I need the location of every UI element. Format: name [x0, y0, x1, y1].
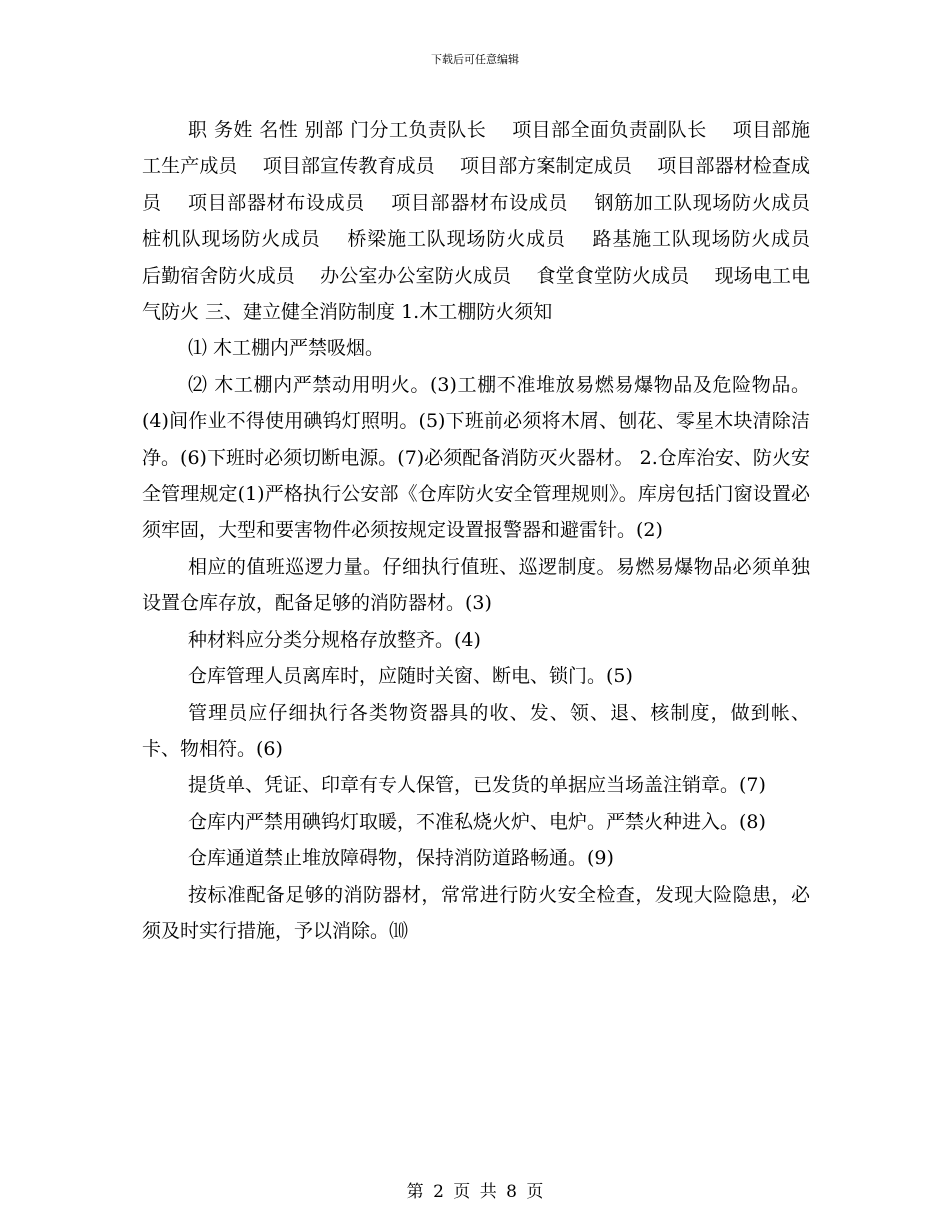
download-note-header: 下载后可任意编辑: [431, 53, 519, 66]
paragraph-rule-2: ⑵ 木工棚内严禁动用明火。(3)工棚不准堆放易燃易爆物品及危险物品。(4)间作业不得使用碘钨灯照明。(5)下班前必须将木屑、刨花、零星木块清除洁净。(6)下班时必须切断电源。(7)必须配备消防灭火器材。 2.仓库治安、防火安全管理规定(1)严格执行公安部《仓库防火安全管理规则》。库房包括门窗设置必须牢固，大型和要害物件必须按规定设置报警器和避雷针。(2): [142, 373, 810, 542]
paragraph-organization-list: 职 务姓 名性 别部 门分工负责队长 项目部全面负责副队长 项目部施工生产成员 项目部宣传教育成员 项目部方案制定成员 项目部器材检查成员 项目部器材布设成员 项目部器材布设成员 钢筋加工队现场防火成员 桩机队现场防火成员 桥梁施工队现场防火成员 路基施工队现场防火成员 后勤宿舍防火成员 办公室办公室防火成员 食堂食堂防火成员 现场电工电气防火 三、建立健全消防制度 1.木工棚防火须知: [142, 119, 836, 324]
document-body: [142, 112, 836, 949]
paragraph-warehouse-8: 仓库通道禁止堆放障碍物，保持消防道路畅通。(9): [188, 847, 614, 870]
paragraph-warehouse-3: 种材料应分类分规格存放整齐。(4): [188, 628, 481, 651]
page-number-footer: 第 2 页 共 8 页: [406, 1182, 544, 1202]
paragraph-warehouse-7: 仓库内严禁用碘钨灯取暖，不准私烧火炉、电炉。严禁火种进入。(8): [188, 810, 766, 833]
paragraph-warehouse-6: 提货单、凭证、印章有专人保管，已发货的单据应当场盖注销章。(7): [188, 774, 766, 797]
paragraph-rule-1: ⑴ 木工棚内严禁吸烟。: [188, 337, 385, 360]
paragraph-warehouse-5: 管理员应仔细执行各类物资器具的收、发、领、退、核制度，做到帐、卡、物相符。(6): [142, 701, 810, 760]
paragraph-warehouse-2: 相应的值班巡逻力量。仔细执行值班、巡逻制度。易燃易爆物品必须单独设置仓库存放，配备足够的消防器材。(3): [142, 555, 810, 615]
paragraph-warehouse-4: 仓库管理人员离库时，应随时关窗、断电、锁门。(5): [188, 665, 633, 688]
paragraph-warehouse-9: 按标准配备足够的消防器材，常常进行防火安全检查，发现大险隐患，必须及时实行措施，予以消除。⑽: [142, 883, 810, 942]
